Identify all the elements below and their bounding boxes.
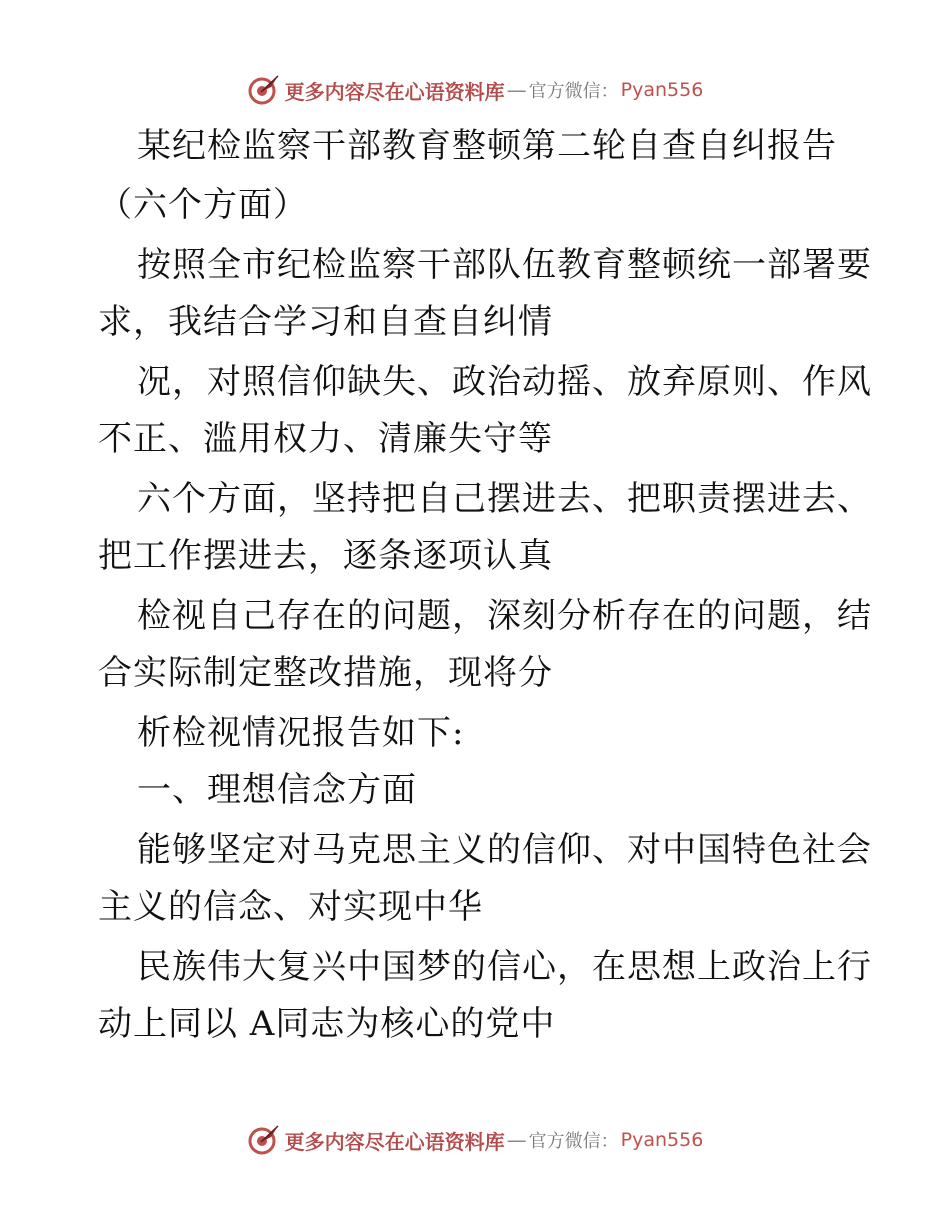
- paragraph-line: 析检视情况报告如下:: [137, 713, 465, 753]
- banner-site-text: 更多内容尽在心语资料库: [284, 79, 505, 104]
- banner-wechat-label: 官方微信：: [528, 81, 619, 102]
- paragraph-line: 六个方面，坚持把自己摆进去、把职责摆进去、: [137, 479, 872, 519]
- paragraph-line: 动上同以 A同志为核心的党中: [98, 1004, 556, 1044]
- banner-separator: —: [506, 78, 527, 102]
- paragraph-line: 况，对照信仰缺失、政治动摇、放弃原则、作风: [137, 362, 872, 402]
- banner-wechat-id: Pyan556: [620, 1129, 704, 1151]
- paragraph-line: 不正、滥用权力、清廉失守等: [98, 419, 553, 459]
- paragraph-line: 主义的信念、对实现中华: [98, 887, 483, 927]
- paragraph-line: 把工作摆进去，逐条逐项认真: [98, 536, 553, 576]
- document-title: 某纪检监察干部教育整顿第二轮自查自纠报告: [137, 126, 837, 166]
- paragraph-line: 能够坚定对马克思主义的信仰、对中国特色社会: [137, 830, 872, 870]
- section-heading: 一、理想信念方面: [137, 770, 417, 810]
- banner-wechat-label: 官方微信：: [528, 1131, 619, 1152]
- quill-logo-icon: [247, 73, 281, 107]
- banner-wechat-id: Pyan556: [620, 79, 704, 101]
- header-watermark-banner: [0, 70, 950, 110]
- paragraph-line: 按照全市纪检监察干部队伍教育整顿统一部署要: [137, 245, 872, 285]
- paragraph-line: 合实际制定整改措施，现将分: [98, 653, 553, 693]
- paragraph-line: 民族伟大复兴中国梦的信心，在思想上政治上行: [137, 947, 872, 987]
- footer-watermark-banner: [0, 1120, 950, 1160]
- paragraph-line: 求，我结合学习和自查自纠情: [98, 302, 553, 342]
- banner-separator: —: [506, 1128, 527, 1152]
- document-subtitle: （六个方面）: [98, 185, 308, 225]
- paragraph-line: 检视自己存在的问题，深刻分析存在的问题，结: [137, 596, 872, 636]
- quill-logo-icon: [247, 1123, 281, 1157]
- banner-site-text: 更多内容尽在心语资料库: [284, 1129, 505, 1154]
